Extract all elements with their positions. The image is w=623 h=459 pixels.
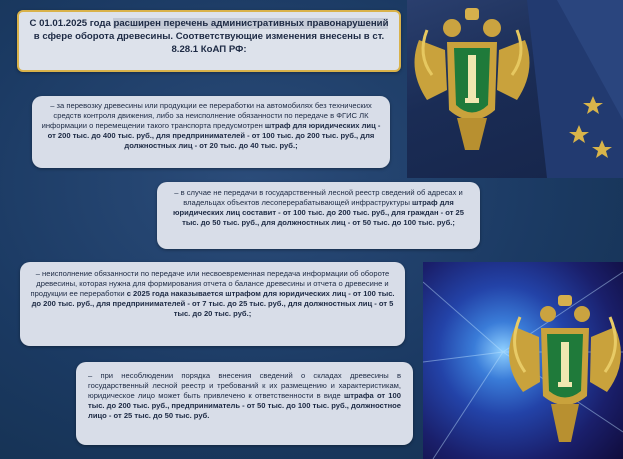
penalty-item-turnover-report <box>20 262 405 346</box>
penalty-item-warehouses <box>76 362 413 445</box>
title-highlight: расширен перечень административных правонарушений <box>113 18 389 29</box>
emblem-light-image <box>423 262 623 459</box>
penalty-item-transport <box>32 96 390 168</box>
penalty-item-infrastructure <box>157 182 480 249</box>
item-fine-text: штрафа от 100 тыс. до 200 тыс. руб., предприниматель - от 50 тыс. до 100 тыс. руб., должностное лицо - от 25 тыс. до 50 тыс. руб. <box>88 391 402 421</box>
header-title <box>17 10 401 72</box>
eagle-emblem-icon <box>415 8 530 150</box>
title-part2: в сфере оборота древесины. Соответствующие изменения внесены в ст. 8.28.1 КоАП РФ: <box>33 31 385 56</box>
item-fine-text: штраф для юридических лиц составит - от 100 тыс. до 200 тыс. руб., для граждан - от 25 тыс. до 50 тыс. руб., для должностных лиц - от 50 тыс. до 100 тыс. руб.; <box>172 198 465 228</box>
title-part1: С 01.01.2025 года <box>29 18 114 29</box>
item-text: – при несоблюдении порядка внесения сведений о складах древесины в государственный лесной реестр и требований к их размещению и характеристикам, юридическое лицо может быть привлечено к ответственности в виде <box>88 371 401 401</box>
item-fine-text: штраф для юридических лиц - от 200 тыс. до 400 тыс. руб., для предпринимателей - от 100 тыс. до 200 тыс. руб., для должностных лиц - от 20 тыс. до 40 тыс. руб.; <box>47 121 381 151</box>
item-fine-text: с 2025 года наказывается штрафом для юридических лиц - от 100 тыс. до 200 тыс. руб., для предпринимателей - от 7 тыс. до 25 тыс. руб., для должностных лиц - от 5 тыс. до 20 тыс. руб.; <box>31 289 395 319</box>
emblem-uniform-image <box>407 0 623 178</box>
item-text: – за перевозку древесины или продукции ее переработки на автомобилях без технических средств контроля движения, либо за неисполнение обязанности по передаче в ФГИС ЛК информации о перемещении такого транспорта предусмотрен <box>41 101 372 131</box>
item-text: – неисполнение обязанности по передаче или несвоевременная передача информации об обороте древесины, которая нужна для формирования отчета о балансе древесины и отчета о древесине и продукции ее переработки <box>30 269 390 299</box>
item-text: – в случае не передачи в государственный лесной реестр сведений об адресах и владельцах объектов лесоперерабатывающей инфраструктуры <box>174 188 463 208</box>
